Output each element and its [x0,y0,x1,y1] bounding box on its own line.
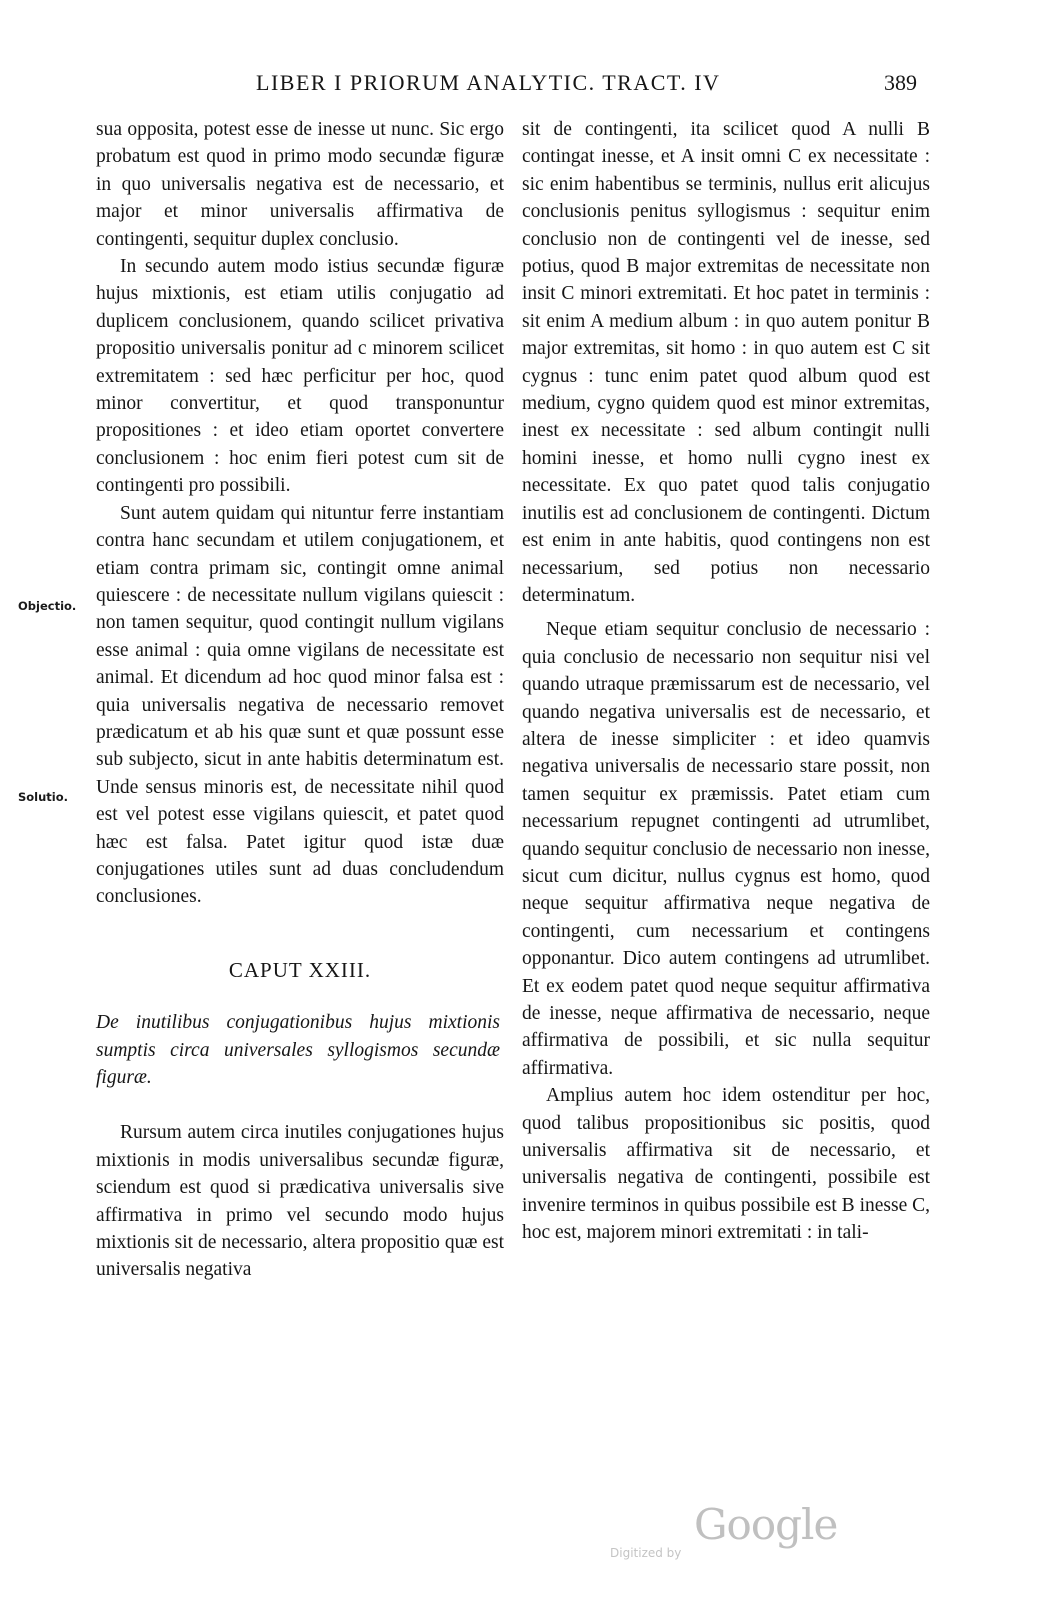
chapter-title: CAPUT XXIII. [228,957,372,982]
left-paragraph-4: Rursum autem circa inutiles conjugationes hujus mixtionis in modis universalibus secundæ figuræ, sciendum est quod si prædicativa universalis sive affirmativa in primo vel secundo modo hujus mixtionis sit de necessario, altera propositio quæ est universalis negativa [96,1122,504,1281]
right-paragraph-1: sit de contingenti, ita scilicet quod A nulli B contingat inesse, et A insit omni C ex necessitate : sic enim habentibus se terminis, nullus erit alicujus conclusionis penitus syllogismus : sequitur enim conclusio non de contingenti vel de inesse, sed potius, quod B major extremitas de necessitate non insit C minori extremitati. Et hoc patet in terminis : sit enim A medium album : in quo autem ponitur B major extremitas, sit homo : in quo autem est C sit cygnus : tunc enim patet quod album quod est medium, cygno quidem quod est minor extremitas, inest ex necessitate : sed album contingit nulli homini inesse, et homo nulli cygno inest ex necessitate. Ex quo patet quod talis conjugatio inutilis est ad conclusionem de contingenti. Dictum est enim in ante habitis, quod contingens non est necessarium, sed potius non necessario determinatum. [522,119,930,606]
google-logo: Google [694,1500,838,1549]
margin-note-solutio: Solutio. [18,790,69,804]
right-paragraph-3: Amplius autem hoc idem ostenditur per hoc, quod talibus propositionibus sic positis, quod universalis affirmativa sit de necessario, et universalis negativa de contingenti, possibile est invenire terminos in quibus possibile est B inesse C, hoc est, majorem minori extremitati : in tali- [522,1085,930,1244]
running-head: LIBER I PRIORUM ANALYTIC. TRACT. IV [256,70,721,95]
left-paragraph-3: Sunt autem quidam qui nituntur ferre instantiam contra hanc secundam et utilem conjugationem, et etiam contra primam sic, contingit omne animal quiescere : de necessitate nullum vigilans quiescit : non tamen sequitur, quod contingit nullum vigilans esse animal : quia omne vigilans de necessitate est animal. Et dicendum ad hoc quod minor falsa est : quia universalis negativa de necessario removet prædicatum et ab his quæ sunt et quæ possunt esse sub subjecto, sicut in ante habitis determinatum est. Unde sensus minoris est, de necessitate nihil quod est vel potest esse vigilans quiescit, et patet quod hæc est falsa. Patet igitur quod istæ duæ conjugationes utiles sunt ad duas concludendum conclusiones. [96,502,504,908]
page-number: 389 [884,70,917,95]
margin-note-objectio: Objectio. [18,599,77,613]
left-column [96,116,504,1284]
digitized-by-label: Digitized by [610,1546,682,1560]
right-paragraph-2: Neque etiam sequitur conclusio de necessario : quia conclusio de necessario non sequitur nisi vel quando utraque præmissarum est de necessario, vel quando negativa universalis est de necessario, et altera de inesse simpliciter : et ideo quamvis negativa universalis de necessario stare possit, non tamen sequitur ex præmissis. Patet etiam cum necessarium repugnet contingenti ad utrumlibet, quando sequitur conclusio de necessario non inesse, sicut cum dicitur, nullus cygnus est homo, quod neque sequitur affirmativa neque negativa de contingenti, cum necessarium et contingens opponantur. Dico autem contingens ad utrumlibet. Et ex eodem patet quod neque sequitur affirmativa de inesse, neque affirmativa de necessario, neque affirmativa de possibili, et sic nulla sequitur affirmativa. [522,619,930,1079]
right-column [522,116,930,1247]
chapter-subtitle: De inutilibus conjugationibus hujus mixtionis sumptis circa universales syllogismos secundæ figuræ. [96,1012,500,1088]
left-paragraph-1: sua opposita, potest esse de inesse ut nunc. Sic ergo probatum est quod in primo modo secundæ figuræ in quo universalis negativa est de necessario, et major et minor universalis affirmativa de contingenti, sequitur duplex conclusio. [96,119,504,250]
left-paragraph-2: In secundo autem modo istius secundæ figuræ hujus mixtionis, est etiam utilis conjugatio ad duplicem conclusionem, quando scilicet privativa propositio universalis ponitur ad c minorem scilicet extremitatem : sed hæc perficitur per hoc, quod minor convertitur, et quod transponuntur propositiones : et ideo etiam oportet convertere conclusionem : hoc enim fieri potest cum sit de contingenti pro possibili. [96,256,504,497]
